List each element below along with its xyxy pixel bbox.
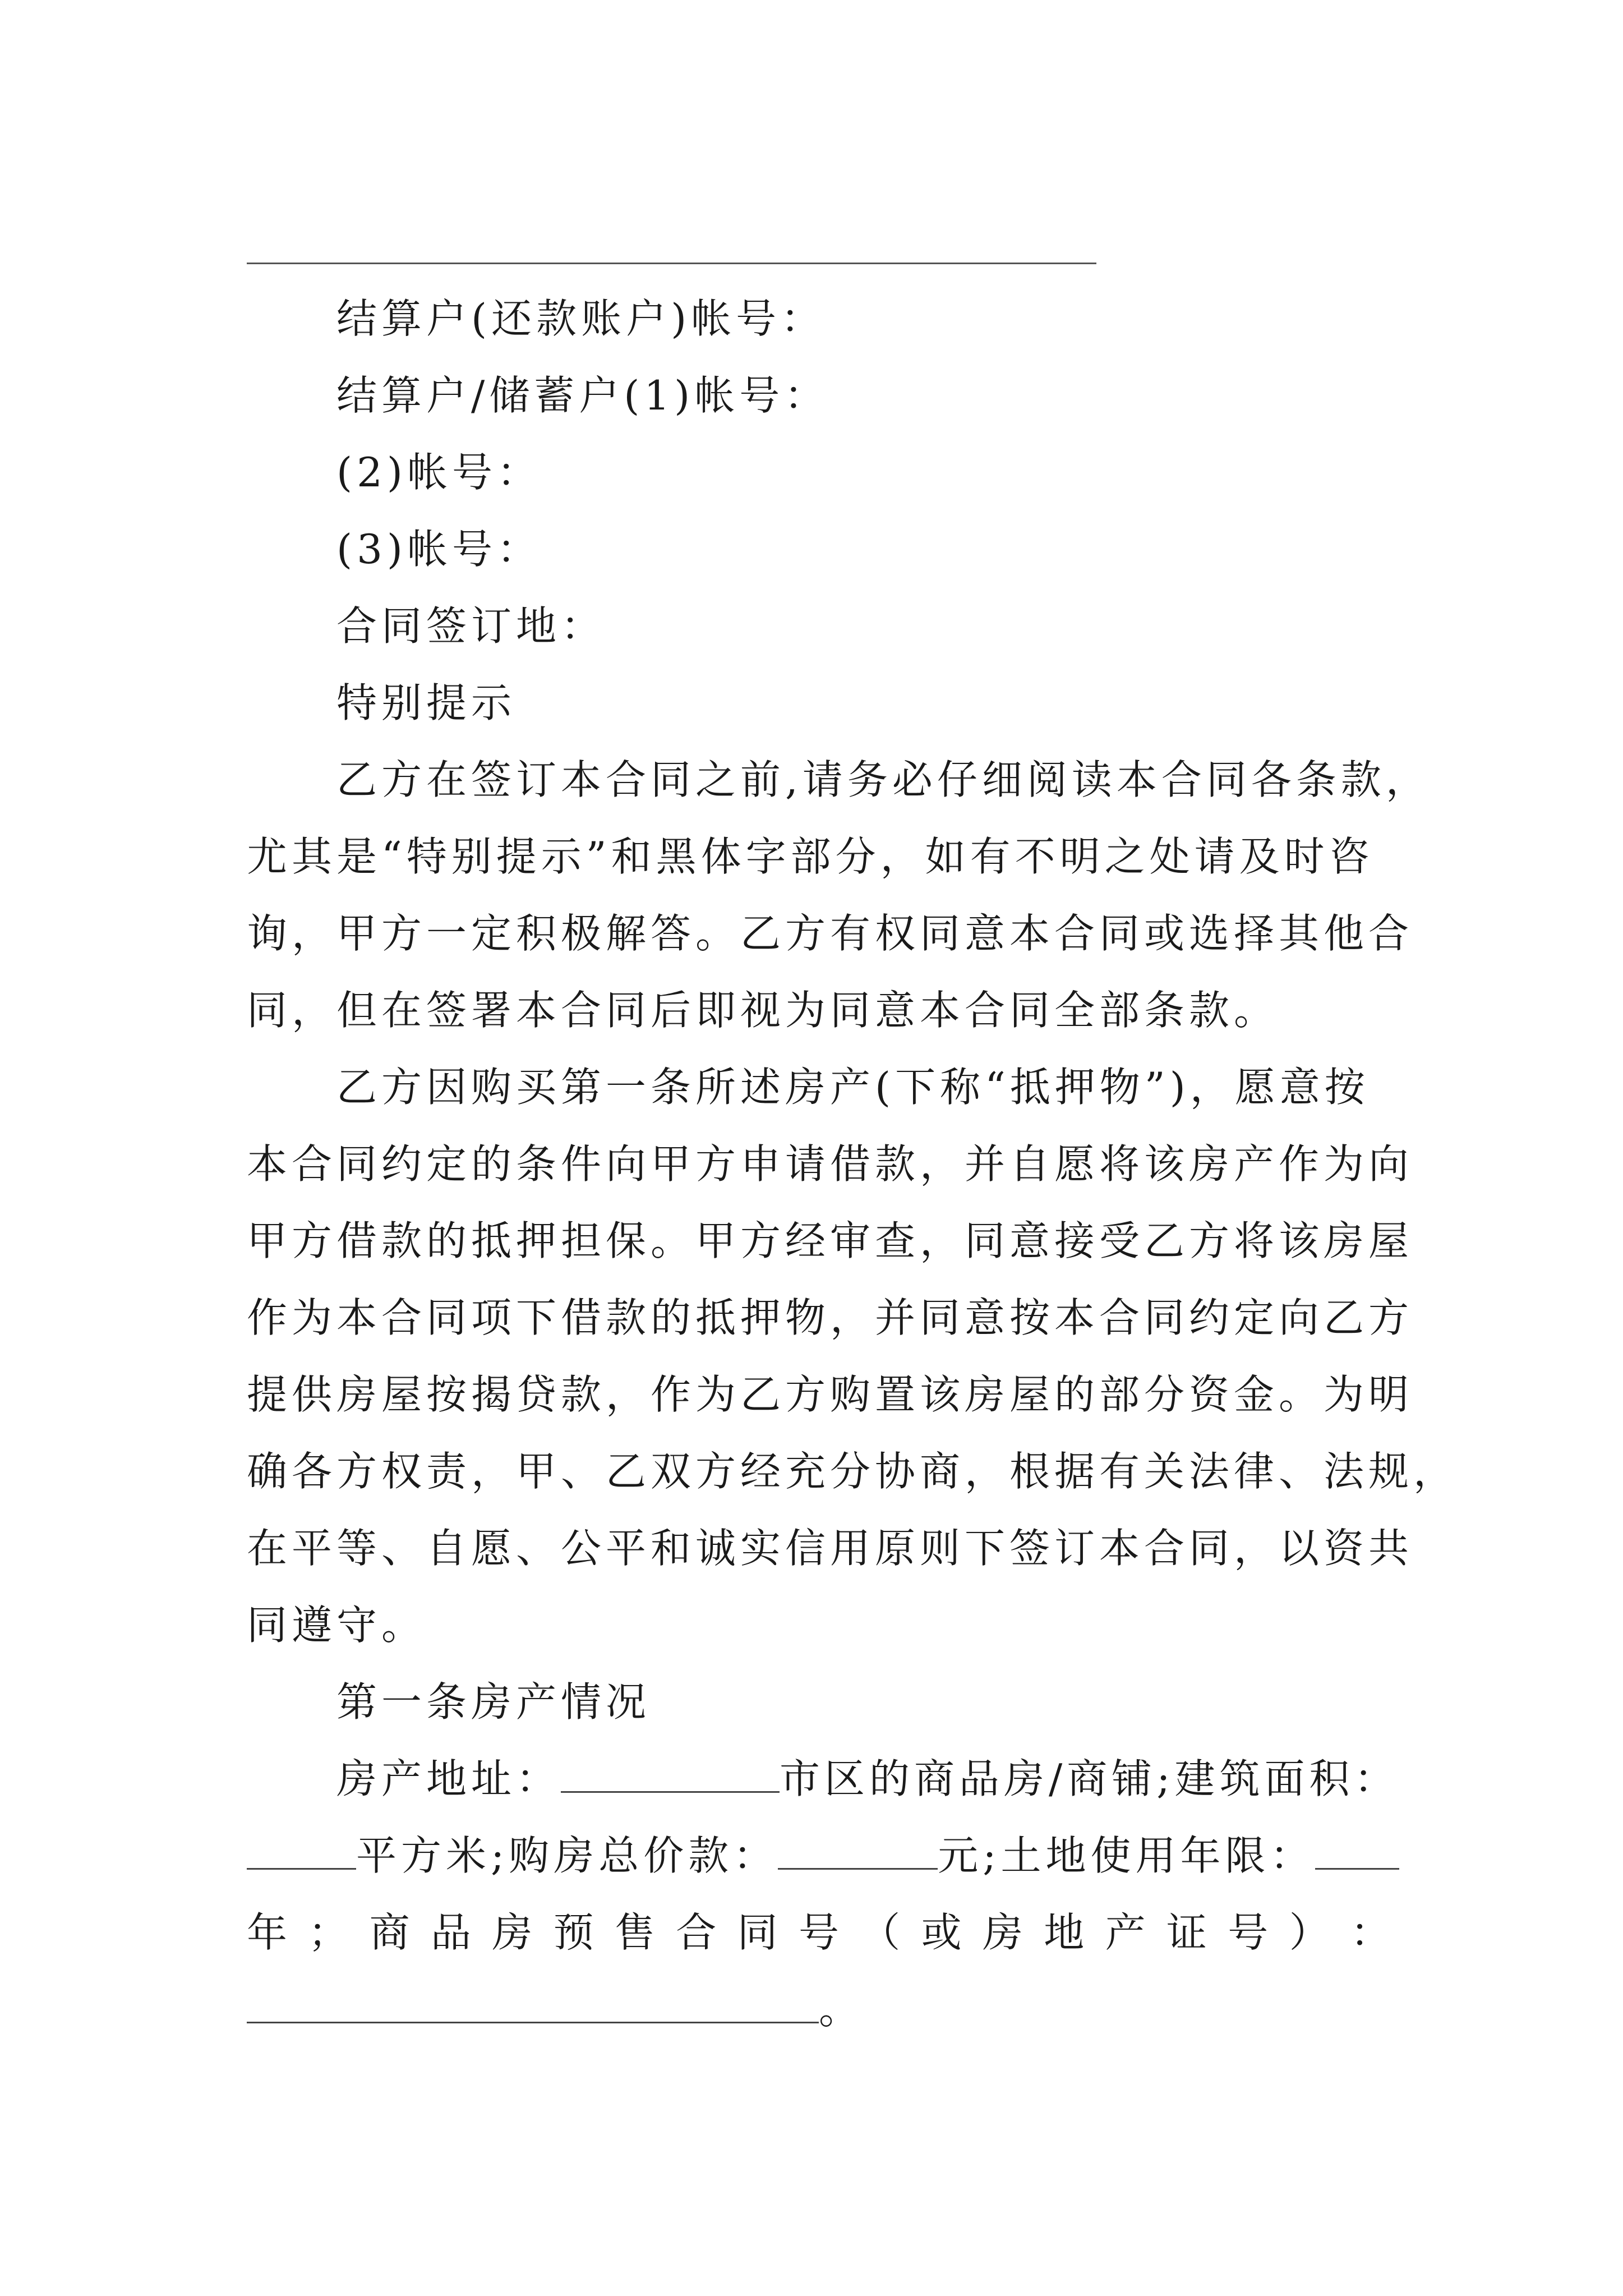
price-suffix: 元;土地使用年限： <box>938 1832 1315 1879</box>
para2-line-4: 作为本合同项下借款的抵押物，并同意按本合同约定向乙方 <box>247 1294 1414 1341</box>
end-mark: 。 <box>819 1986 864 2033</box>
address-blank[interactable] <box>561 1752 780 1793</box>
account-3-line: (3)帐号： <box>336 526 542 573</box>
years-line-char: 预 <box>553 1909 594 1956</box>
savings-account-1-line: 结算户/储蓄户(1)帐号： <box>336 372 829 419</box>
years-line-char: 或 <box>921 1909 962 1956</box>
area-price-line <box>247 1829 1391 1883</box>
signing-place-line: 合同签订地： <box>336 602 606 650</box>
para1-line-1: 乙方在签订本合同之前,请务必仔细阅读本合同各条款， <box>336 756 1431 803</box>
address-label: 房产地址： <box>336 1755 561 1802</box>
area-blank[interactable] <box>247 1829 356 1870</box>
years-line-char: 房 <box>982 1909 1023 1956</box>
years-contract-line <box>247 1906 1391 1959</box>
years-line-char: 合 <box>676 1909 717 1956</box>
para1-line-3: 询，甲方一定积极解答。乙方有权同意本合同或选择其他合 <box>247 910 1414 957</box>
contract-number-line <box>247 1982 1391 2036</box>
years-line-char: ： <box>1350 1909 1391 1956</box>
header-rule <box>247 263 1096 264</box>
address-line <box>336 1752 1399 1806</box>
area-suffix: 平方米;购房总价款： <box>356 1832 778 1879</box>
years-line-char: 同 <box>737 1909 778 1956</box>
para2-line-2: 本合同约定的条件向甲方申请借款，并自愿将该房产作为向 <box>247 1140 1414 1188</box>
account-2-line: (2)帐号： <box>336 449 542 496</box>
years-line-char: 号 <box>1228 1909 1269 1956</box>
years-line-char: 房 <box>492 1909 533 1956</box>
settlement-account-line: 结算户(还款账户)帐号： <box>336 295 826 342</box>
article1-title: 第一条房产情况 <box>336 1678 651 1726</box>
years-line-char: 品 <box>430 1909 471 1956</box>
contract-number-blank[interactable] <box>247 1982 819 2023</box>
years-line-char: 商 <box>369 1909 410 1956</box>
para2-line-1: 乙方因购买第一条所述房产(下称“抵押物”)，愿意按 <box>336 1064 1370 1111</box>
years-line-char: ） <box>1289 1909 1330 1956</box>
years-line-char: 号 <box>798 1909 839 1956</box>
para2-line-7: 在平等、自愿、公平和诚实信用原则下签订本合同，以资共 <box>247 1525 1414 1572</box>
address-suffix: 市区的商品房/商铺;建筑面积： <box>780 1755 1399 1802</box>
years-line-char: 售 <box>614 1909 655 1956</box>
years-blank[interactable] <box>1315 1829 1399 1870</box>
para2-line-3: 甲方借款的抵押担保。甲方经审查，同意接受乙方将该房屋 <box>247 1217 1414 1264</box>
para1-line-4: 同，但在签署本合同后即视为同意本合同全部条款。 <box>247 987 1279 1034</box>
years-line-char: 年 <box>247 1909 288 1956</box>
para2-line-6: 确各方权责，甲、乙双方经充分协商，根据有关法律、法规， <box>247 1448 1459 1495</box>
para2-line-5: 提供房屋按揭贷款，作为乙方购置该房屋的部分资金。为明 <box>247 1371 1414 1418</box>
years-line-char: 地 <box>1044 1909 1085 1956</box>
years-line-char: （ <box>860 1909 901 1956</box>
years-line-char: 产 <box>1105 1909 1146 1956</box>
special-notice-heading: 特别提示 <box>336 679 517 726</box>
para1-line-2: 尤其是“特别提示”和黑体字部分，如有不明之处请及时咨 <box>247 833 1374 880</box>
price-blank[interactable] <box>778 1829 938 1870</box>
years-line-char: 证 <box>1166 1909 1207 1956</box>
years-line-char: ； <box>308 1909 349 1956</box>
para2-line-8: 同遵守。 <box>247 1602 427 1649</box>
